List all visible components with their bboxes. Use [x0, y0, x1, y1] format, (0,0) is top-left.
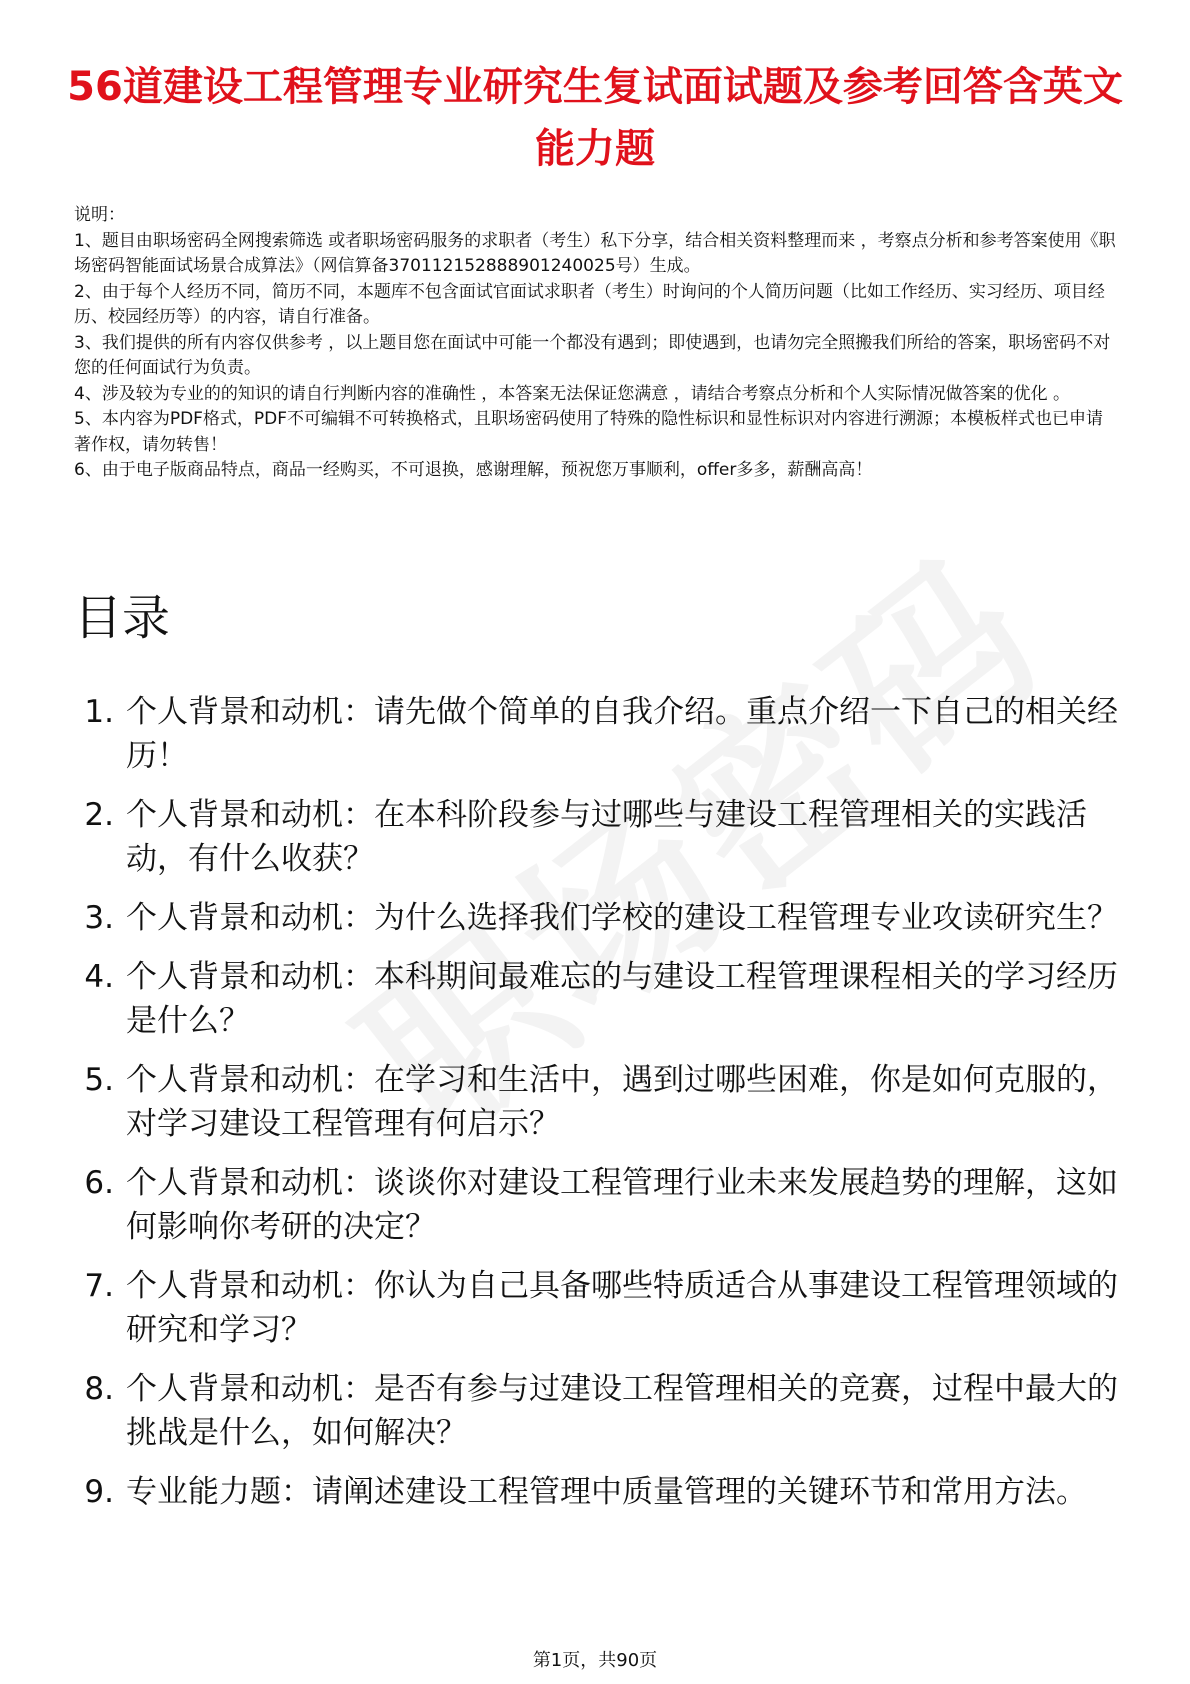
note-item: 5、本内容为PDF格式，PDF不可编辑不可转换格式，且职场密码使用了特殊的隐性标识和显性标识对内容进行溯源；本模板样式也已申请著作权，请勿转售！ [74, 409, 1104, 455]
toc-item[interactable] [74, 1367, 1120, 1455]
toc-item[interactable] [74, 896, 1120, 940]
toc-item[interactable] [74, 1058, 1120, 1146]
toc-item-text: 个人背景和动机：在学习和生活中，遇到过哪些困难，你是如何克服的，对学习建设工程管理有何启示？ [126, 1062, 1118, 1142]
note-item: 3、我们提供的所有内容仅供参考 ，以上题目您在面试中可能一个都没有遇到；即使遇到，也请勿完全照搬我们所给的答案，职场密码不对您的任何面试行为负责。 [74, 332, 1111, 378]
toc-item-number: 1. [84, 694, 114, 730]
note-item: 2、由于每个人经历不同，简历不同，本题库不包含面试官面试求职者（考生）时询问的个人简历问题（比如工作经历、实习经历、项目经历、校园经历等）的内容，请自行准备。 [74, 281, 1105, 327]
toc-item-text: 专业能力题：请阐述建设工程管理中质量管理的关键环节和常用方法。 [126, 1474, 1087, 1510]
toc-item-number: 7. [84, 1268, 114, 1304]
toc-item-text: 个人背景和动机：是否有参与过建设工程管理相关的竞赛，过程中最大的挑战是什么，如何解决？ [126, 1371, 1118, 1451]
toc-item[interactable] [74, 793, 1120, 881]
note-item: 6、由于电子版商品特点，商品一经购买，不可退换，感谢理解，预祝您万事顺利，offer多多，薪酬高高！ [74, 460, 873, 480]
toc-item[interactable] [74, 690, 1120, 778]
toc-item[interactable] [74, 1161, 1120, 1249]
toc-list [74, 690, 1120, 1529]
toc-item-number: 5. [84, 1062, 114, 1098]
notes-heading: 说明： [74, 205, 125, 225]
toc-heading: 目录 [74, 590, 171, 646]
document-title: 56道建设工程管理专业研究生复试面试题及参考回答含英文能力题 [67, 64, 1123, 172]
page-footer: 第1页，共90页 [532, 1650, 658, 1671]
toc-item-text: 个人背景和动机：为什么选择我们学校的建设工程管理专业攻读研究生？ [126, 900, 1118, 936]
toc-item-number: 8. [84, 1371, 114, 1407]
toc-item-number: 6. [84, 1165, 114, 1201]
notes-section [74, 203, 1120, 484]
note-item: 1、题目由职场密码全网搜索筛选 或者职场密码服务的求职者（考生）私下分享，结合相关资料整理而来 ，考察点分析和参考答案使用《职场密码智能面试场景合成算法》（网信算备370112152888901240025号）生成。 [74, 230, 1116, 276]
toc-item[interactable] [74, 955, 1120, 1043]
toc-item-number: 2. [84, 797, 114, 833]
toc-item-text: 个人背景和动机：你认为自己具备哪些特质适合从事建设工程管理领域的研究和学习？ [126, 1268, 1118, 1348]
toc-item[interactable] [74, 1470, 1120, 1514]
toc-item-number: 3. [84, 900, 114, 936]
toc-item-text: 个人背景和动机：本科期间最难忘的与建设工程管理课程相关的学习经历是什么？ [126, 959, 1118, 1039]
toc-item-text: 个人背景和动机：谈谈你对建设工程管理行业未来发展趋势的理解，这如何影响你考研的决定？ [126, 1165, 1118, 1245]
toc-item-number: 4. [84, 959, 114, 995]
toc-item[interactable] [74, 1264, 1120, 1352]
toc-item-text: 个人背景和动机：在本科阶段参与过哪些与建设工程管理相关的实践活动，有什么收获？ [126, 797, 1087, 877]
toc-item-number: 9. [84, 1474, 114, 1510]
toc-item-text: 个人背景和动机：请先做个简单的自我介绍。重点介绍一下自己的相关经历！ [126, 694, 1118, 774]
note-item: 4、涉及较为专业的的知识的请自行判断内容的准确性 ，本答案无法保证您满意 ，请结合考察点分析和个人实际情况做答案的优化 。 [74, 383, 1071, 404]
